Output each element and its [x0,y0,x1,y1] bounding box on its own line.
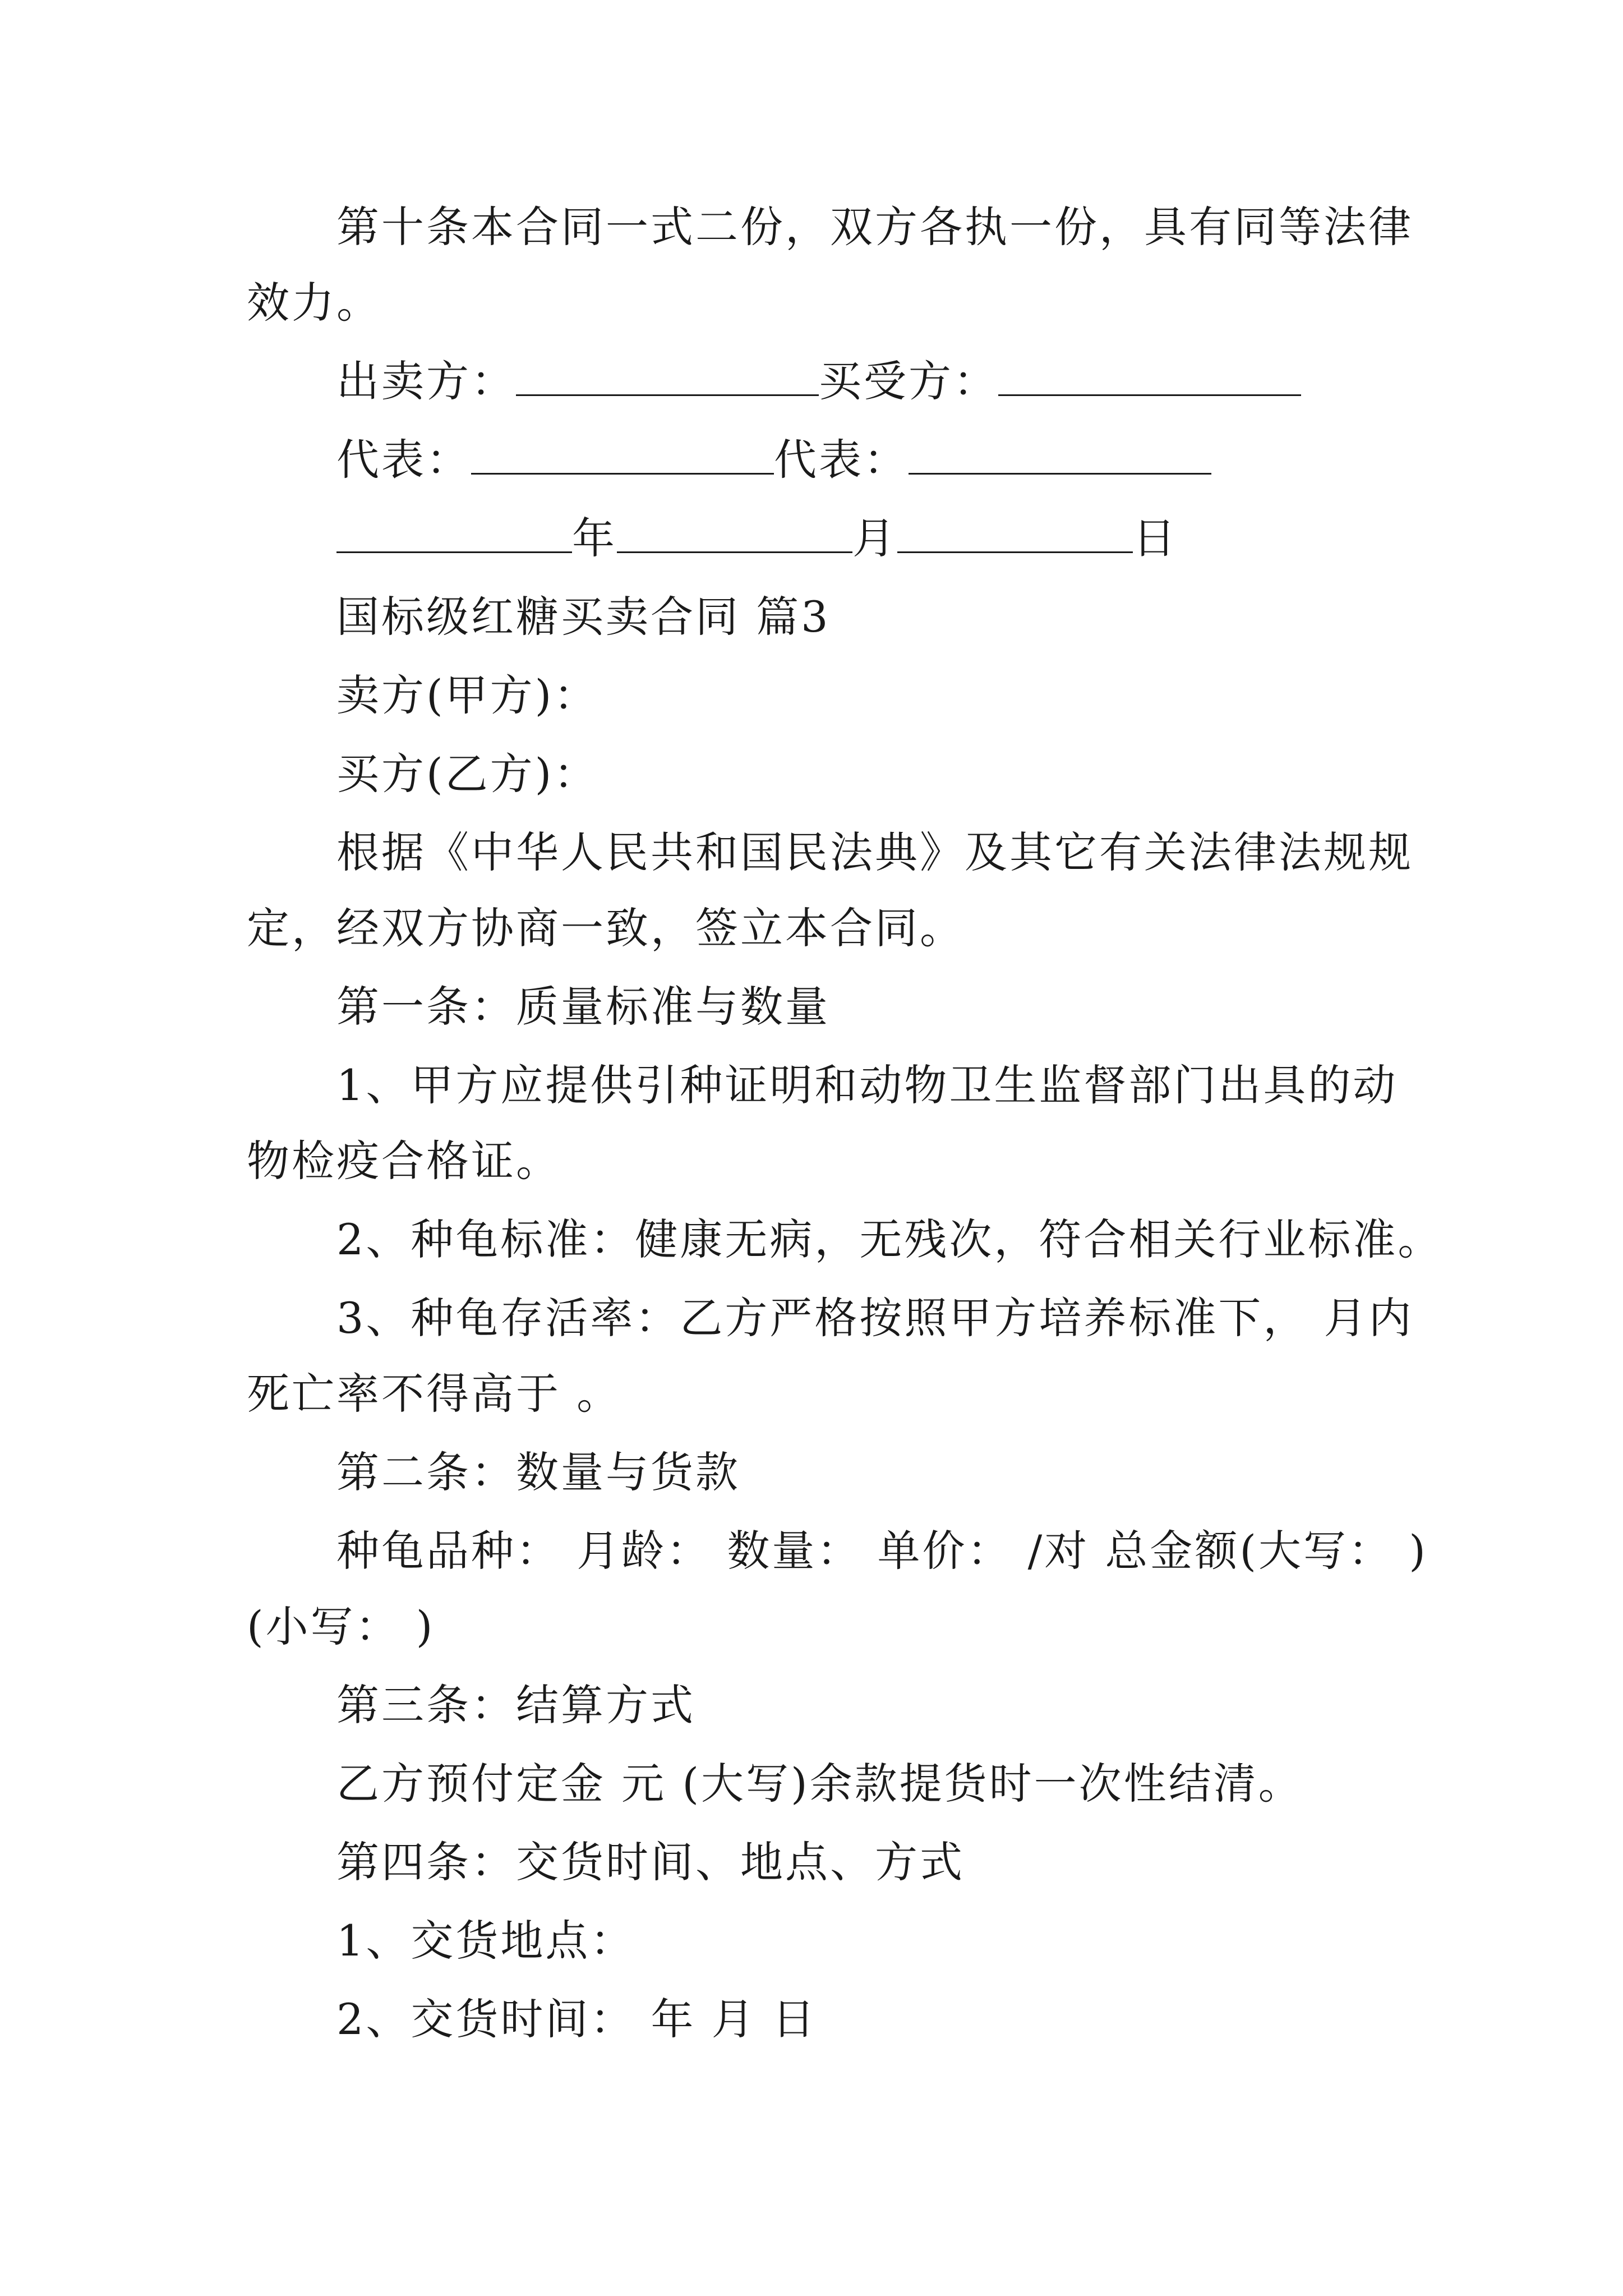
clause-two-heading: 第二条：数量与货款 [336,1447,740,1497]
buyer-label: 买受方： [819,356,998,406]
seller-label: 出卖方： [336,356,516,406]
buyer-party-line: 买方(乙方)： [336,749,599,799]
clause-one-item-3-line-2: 死亡率不得高于 。 [247,1369,622,1419]
clause-ten-line-2: 效力。 [247,278,381,328]
clause-one-item-1-line-1: 1、甲方应提供引种证明和动物卫生监督部门出具的动 [336,1060,1398,1110]
seller-representative-label: 代表： [336,435,471,485]
clause-two-detail-line-1: 种龟品种： 月龄： 数量： 单价： /对 总金额(大写： ) [336,1526,1428,1576]
contract-title: 国标级红糖买卖合同 篇3 [336,592,831,642]
signature-seller-buyer-row [336,353,1301,409]
clause-four-heading: 第四条：交货时间、地点、方式 [336,1837,965,1887]
clause-four-item-2: 2、交货时间： 年 月 日 [336,1994,817,2044]
clause-three-detail: 乙方预付定金 元 (大写)余款提货时一次性结清。 [336,1759,1303,1809]
clause-one-heading: 第一条：质量标准与数量 [336,982,830,1032]
day-label: 日 [1133,513,1178,563]
preamble-line-1: 根据《中华人民共和国民法典》及其它有关法律法规规 [336,827,1413,877]
seller-party-line: 卖方(甲方)： [336,670,599,720]
month-blank [617,512,852,553]
clause-one-item-1-line-2: 物检疫合格证。 [247,1136,561,1186]
seller-blank [516,355,819,396]
day-blank [897,512,1133,553]
signature-date-row [336,510,1178,567]
clause-ten-line-1: 第十条本合同一式二份，双方各执一份，具有同等法律 [336,202,1413,252]
clause-two-detail-line-2: (小写： ) [247,1602,435,1651]
month-label: 月 [852,513,897,563]
preamble-line-2: 定，经双方协商一致，签立本合同。 [247,903,965,953]
clause-three-heading: 第三条：结算方式 [336,1680,695,1730]
buyer-blank [998,355,1301,396]
buyer-representative-label: 代表： [774,435,909,485]
signature-representative-row [336,432,1211,488]
year-blank [336,512,572,553]
clause-one-item-3-line-1: 3、种龟存活率：乙方严格按照甲方培养标准下， 月内 [336,1293,1414,1343]
buyer-representative-blank [909,434,1211,475]
clause-one-item-2: 2、种龟标准：健康无病，无残次，符合相关行业标准。 [336,1214,1443,1264]
clause-four-item-1: 1、交货地点： [336,1916,635,1966]
seller-representative-blank [471,434,774,475]
year-label: 年 [572,513,617,563]
